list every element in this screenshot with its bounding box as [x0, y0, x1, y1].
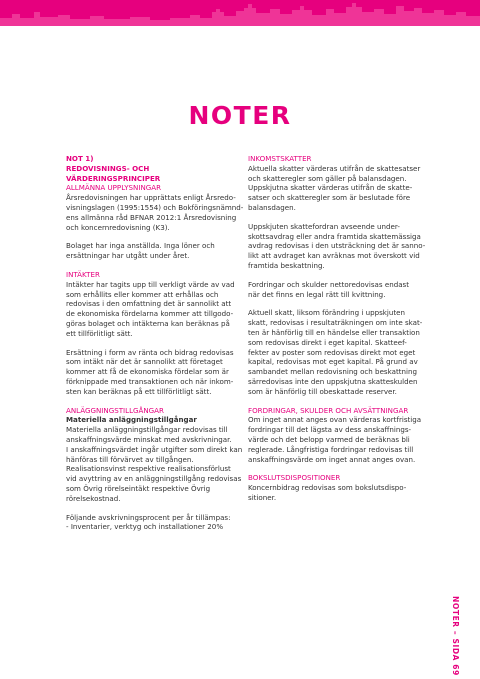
general-info-heading: ALLMÄNNA UPPLYSNINGAR: [66, 183, 162, 193]
tangible-assets-subheading: Materiella anläggningstillgångar: [66, 415, 197, 425]
city-skyline-graphic: [0, 0, 480, 26]
appropriations-heading: BOKSLUTSDISPOSITIONER: [248, 473, 341, 483]
depreciation-text: Följande avskrivningsprocent per år tillämpas: - Inventarier, verktyg och installationer 20%: [66, 512, 231, 532]
page-title: NOTER: [188, 101, 292, 130]
receivables-heading: FORDRINGAR, SKULDER OCH AVSÄTTNINGAR: [248, 405, 409, 415]
left-column: [66, 154, 246, 541]
employees-text: Bolaget har inga anställda. Inga löner och ersättningar har utgått under året.: [66, 241, 215, 261]
fixed-assets-heading: ANLÄGGNINGSTILLGÅNGAR: [66, 405, 164, 415]
deferred-tax-asset-text: Uppskjuten skattefordran avseende under- skottsavdrag eller andra framtida skattemässiga avdrag redovisas i den utsträckning det är sanno- likt att avdraget kan avräknas mot överskott vid framtida beskattning.: [248, 221, 426, 270]
appropriations-text: Koncernbidrag redovisas som bokslutsdispo- sitioner.: [248, 483, 407, 502]
principles-heading: REDOVISNINGS- OCH VÄRDERINGSPRINCIPER: [66, 163, 161, 183]
tax-recognition-text: Aktuell skatt, liksom förändring i uppskjuten skatt, redovisas i resultaträkningen om inte skat- ten är hänförlig till en händelse eller transaktion som redovisas direkt i eget kapital. Skatteef- fekter av poster som redovisas direkt mot eget kapital, redovisas mot eget kapital. På grund av sambandet mellan redovisning och beskattning särredovisas inte den uppskjutna skatteskulden som är hänförlig till obeskattade reserver.: [248, 308, 423, 396]
receivables-text: Om inget annat anges ovan värderas kortfristiga fordringar till det lägsta av dess anskaffnings- värde och det belopp varmed de beräknas bli reglerade. Långfristiga fordringar redovisas till anskaffningsvärde om inget annat anges ovan.: [248, 415, 422, 464]
general-info-text: Årsredovisningen har upprättats enligt Årsredo- visningslagen (1995:1554) och Bokföringsnämnd- ens allmänna råd BFNAR 2012:1 Årsredovisning och koncernredovisning (K3).: [66, 193, 244, 232]
revenue-heading: INTÄKTER: [66, 269, 100, 279]
header-band: [0, 0, 480, 26]
right-column: [248, 154, 428, 512]
page-side-label: NOTER – SIDA 69: [451, 596, 460, 676]
current-tax-text: Aktuella skatter värderas utifrån de skattesatser och skatteregler som gäller på balansdagen. Uppskjutna skatter värderas utifrån de skatte- satser och skatteregler som är beslutade före balansdagen.: [248, 163, 421, 212]
note-number: NOT 1): [66, 154, 94, 163]
tangible-assets-text: Materiella anläggningstillgångar redovisas till anskaffningsvärde minskat med avskrivningar. I anskaffningsvärdet ingår utgifter som direkt kan hänföras till förvärvet av tillgången. Realisationsvinst respektive realisationsförlust vid avyttring av en anläggningstillgång redovisas som Övrig rörelseintäkt respektive Övrig rörelsekostnad.: [66, 425, 243, 503]
netting-text: Fordringar och skulder nettoredovisas endast när det finns en legal rätt till kvittning.: [248, 279, 410, 299]
interest-grants-text: Ersättning i form av ränta och bidrag redovisas som intäkt när det är sannolikt att företaget kommer att få de ekonomiska fördelar som är förknippade med transaktionen och när inkom- sten kan beräknas på ett tillförlitligt sätt.: [66, 347, 234, 396]
income-tax-heading: INKOMSTSKATTER: [248, 154, 312, 163]
revenue-text: Intäkter har tagits upp till verkligt värde av vad som erhållits eller kommer att erhållas och redovisas i den omfattning det är sannolikt att de ekonomiska fördelarna kommer att tillgodo- göras bolaget och intäkterna kan beräknas på ett tillförlitligt sätt.: [66, 279, 235, 338]
